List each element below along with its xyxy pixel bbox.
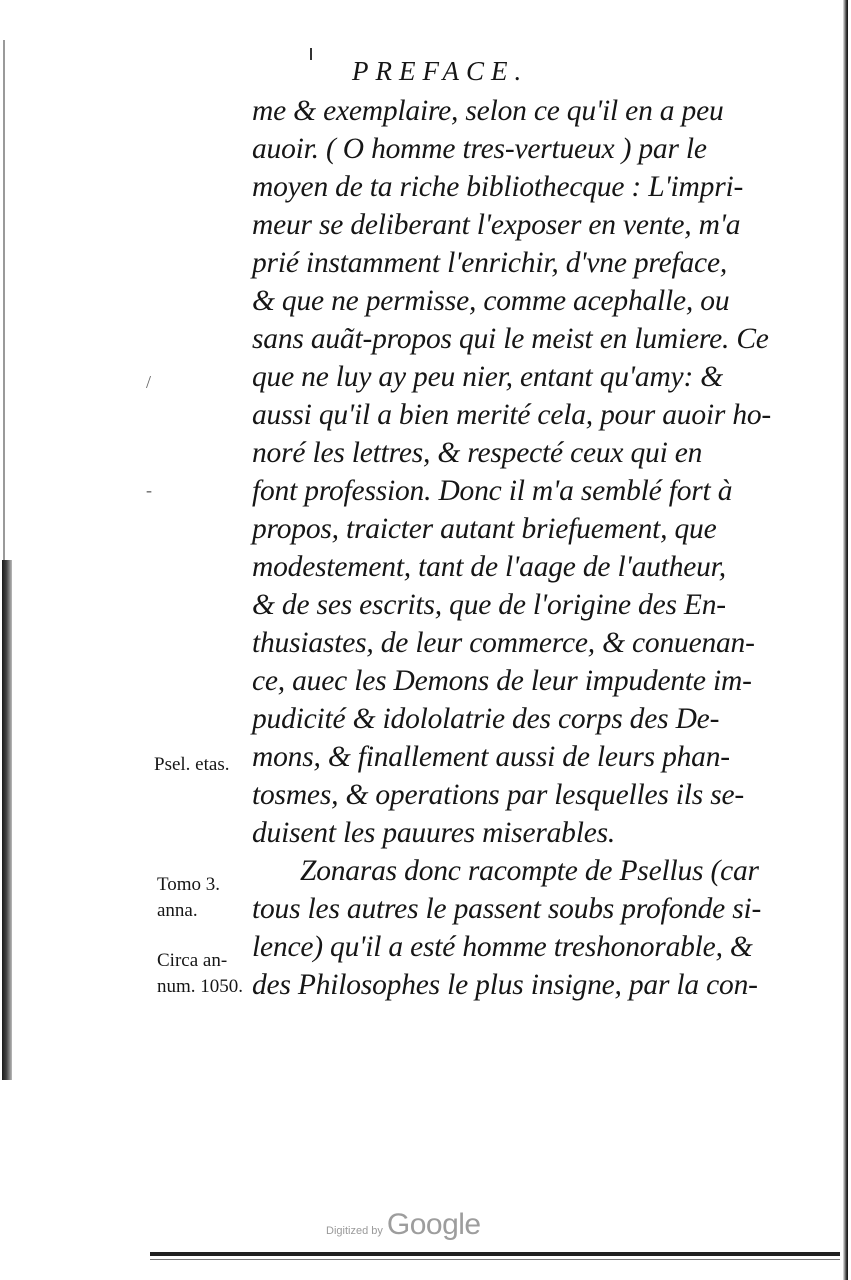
margin-note-anna: anna. <box>157 900 198 921</box>
text-line: modestement, tant de l'aage de l'autheur, <box>252 551 726 583</box>
margin-note-tomo: Tomo 3. <box>157 874 221 895</box>
text-line: sans auãt-propos qui le meist en lumiere. Ce <box>252 323 769 355</box>
text-line: lence) qu'il a esté homme treshonorable, & <box>252 931 753 963</box>
text-line: tous les autres le passent soubs profonde si- <box>252 893 762 925</box>
text-line: des Philosophes le plus insigne, par la con- <box>252 969 758 1001</box>
margin-speck: / <box>146 372 152 392</box>
margin-note-annum: num. 1050. <box>157 976 244 997</box>
text-line: mons, & finallement aussi de leurs phan- <box>252 741 730 773</box>
text-line: pudicité & idololatrie des corps des De- <box>252 703 720 735</box>
text-line: thusiastes, de leur commerce, & conuenan- <box>252 627 755 659</box>
margin-speck: - <box>146 480 152 500</box>
digitized-watermark <box>326 1208 481 1242</box>
text-line: & de ses escrits, que de l'origine des En- <box>252 589 726 621</box>
text-line: me & exemplaire, selon ce qu'il en a peu <box>252 95 724 127</box>
bottom-rule-thin <box>150 1259 840 1260</box>
text-line: prié instamment l'enrichir, d'vne preface, <box>252 247 728 279</box>
text-line: & que ne permisse, comme acephalle, ou <box>252 285 730 317</box>
text-line: ce, auec les Demons de leur impudente im- <box>252 665 752 697</box>
google-logo: Google <box>386 1208 481 1241</box>
text-line: font profession. Donc il m'a semblé fort à <box>252 475 733 507</box>
text-line: auoir. ( O homme tres-vertueux ) par le <box>252 133 707 165</box>
text-line: Zonaras donc racompte de Psellus (car <box>300 855 759 887</box>
page-header: PREFACE. <box>352 56 529 86</box>
text-line: noré les lettres, & respecté ceux qui en <box>252 437 703 469</box>
margin-note-circa: Circa an- <box>157 950 228 971</box>
bottom-rule <box>150 1252 840 1256</box>
margin-note-psel: Psel. etas. <box>154 754 230 775</box>
text-line: que ne luy ay peu nier, entant qu'amy: & <box>252 361 724 393</box>
text-line: moyen de ta riche bibliothecque : L'impri- <box>252 171 744 203</box>
text-line: aussi qu'il a bien merité cela, pour auoir ho- <box>252 399 772 431</box>
digitized-by-label: Digitized by <box>326 1225 383 1237</box>
text-line: tosmes, & operations par lesquelles ils se- <box>252 779 745 811</box>
text-line: duisent les pauures miserables. <box>252 817 616 849</box>
text-line: meur se deliberant l'exposer en vente, m'a <box>252 209 741 241</box>
text-line: propos, traicter autant briefuement, que <box>252 513 717 545</box>
